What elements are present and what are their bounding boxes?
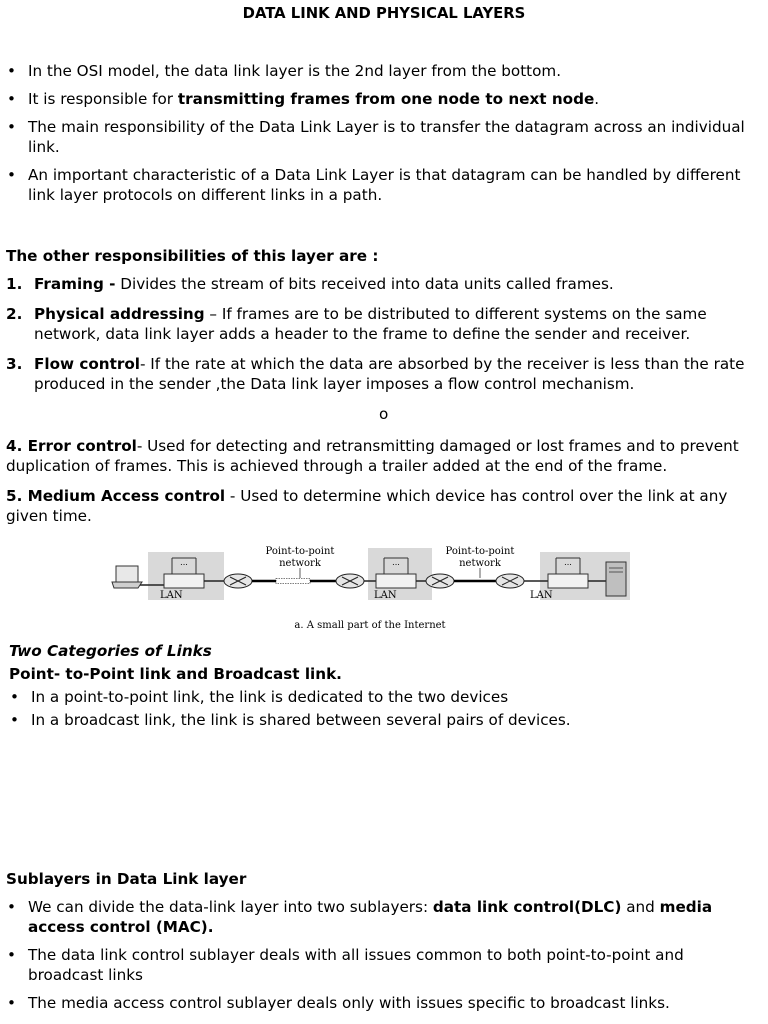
sublayers-bullet-list [6,897,754,1021]
list-item: • The main responsibility of the Data Link Layer is to transfer the datagram across an individual link. [6,117,754,157]
p2p-network-label-left: Point-to-point [265,546,335,557]
p2p-network-label-left-2: network [279,558,321,569]
page-title: DATA LINK AND PHYSICAL LAYERS [242,5,526,22]
server-icon [606,562,626,596]
internet-diagram [108,540,638,636]
laptop-icon [112,566,142,588]
list-item: • In a point-to-point link, the link is dedicated to the two devices [9,687,749,707]
responsibilities-heading: The other responsibilities of this layer are : [6,247,379,265]
categories-bullet-list [9,687,749,738]
list-item: • An important characteristic of a Data Link Layer is that datagram can be handled by different link layer protocols on different links in a path. [6,165,754,205]
intro-bullet-list [6,61,754,213]
medium-access-paragraph: 5. Medium Access control - Used to determine which device has control over the link at any given time. [6,487,728,525]
list-item: 2. Physical addressing – If frames are to be distributed to different systems on the same network, data link layer adds a header to the frame to define the sender and receiver. [6,305,707,343]
list-item: • The media access control sublayer deals only with issues specific to broadcast links. [6,993,754,1013]
list-item: • It is responsible for transmitting frames from one node to next node. [6,89,754,109]
error-control-paragraph: 4. Error control- Used for detecting and retransmitting damaged or lost frames and to prevent duplication of frames. This is achieved through a trailer added at the end of the frame. [6,437,739,475]
router-icon [426,574,454,588]
categories-heading: Two Categories of Links [9,642,212,660]
list-item: • The data link control sublayer deals with all issues common to both point-to-point and broadcast links [6,945,754,985]
router-icon [336,574,364,588]
lan-label: LAN [160,590,183,601]
figure-caption: a. A small part of the Internet [294,620,446,631]
list-item: 1. Framing - Divides the stream of bits received into data units called frames. [6,275,614,293]
lan-ellipsis-label: ... [180,558,188,567]
list-item: • In the OSI model, the data link layer is the 2nd layer from the bottom. [6,61,754,81]
p2p-network-label-right: Point-to-point [445,546,515,557]
list-item: • We can divide the data-link layer into two sublayers: data link control(DLC) and media access control (MAC). [6,897,754,937]
lan-label: LAN [530,590,553,601]
responsibilities-list [6,274,754,404]
lan-ellipsis-label: ... [392,558,400,567]
list-item: • In a broadcast link, the link is shared between several pairs of devices. [9,710,749,730]
sublayers-heading: Sublayers in Data Link layer [6,870,247,888]
p2p-network-label-right-2: network [459,558,501,569]
lan-ellipsis-label: ... [564,558,572,567]
categories-subheading: Point- to-Point link and Broadcast link. [9,665,342,683]
list-item: 3. Flow control- If the rate at which the data are absorbed by the receiver is less than the rate produced in the sender ,the Data link layer imposes a flow control mechanism. [6,355,745,393]
router-icon [224,574,252,588]
lan-label: LAN [374,590,397,601]
stray-mark: o [379,405,389,423]
router-icon [496,574,524,588]
